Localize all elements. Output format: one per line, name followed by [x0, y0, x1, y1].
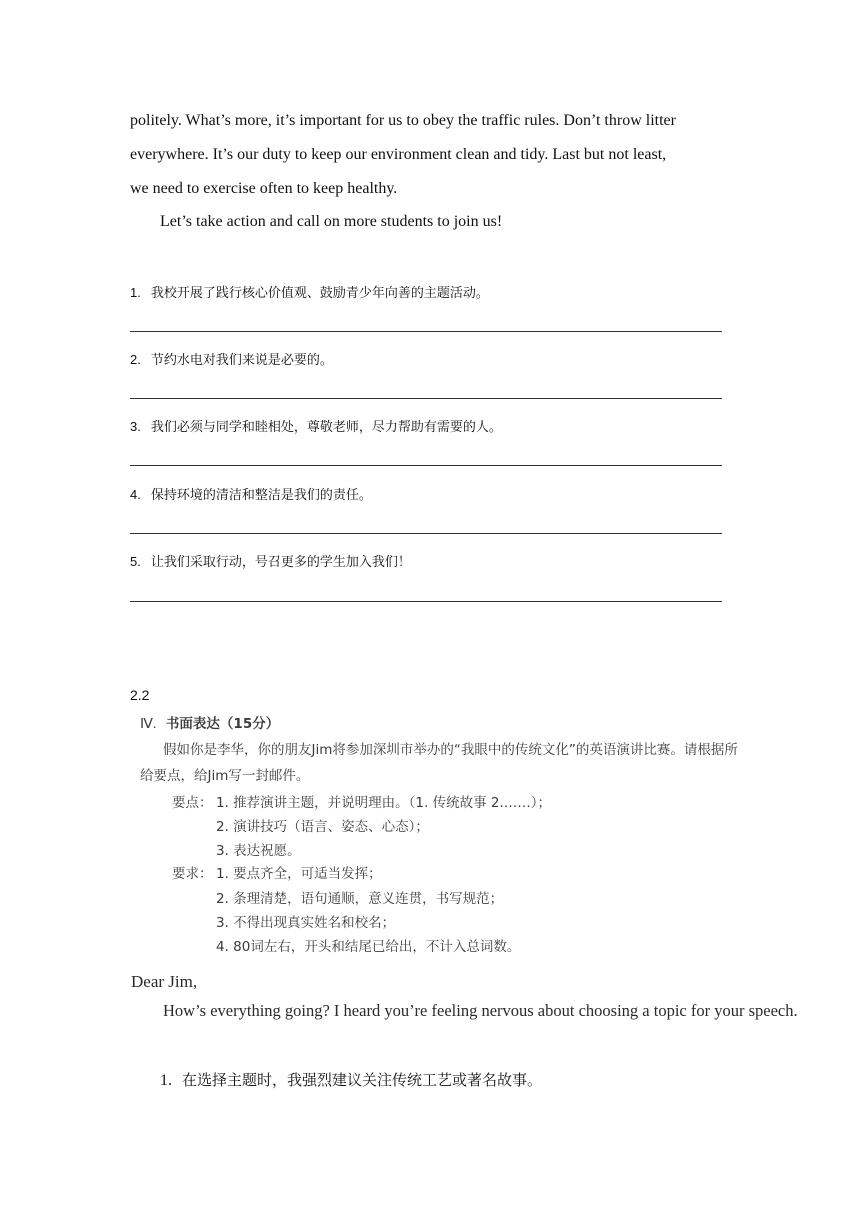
answer-line[interactable]: [130, 601, 722, 602]
translation-item: [130, 551, 411, 571]
answer-line[interactable]: [130, 398, 722, 399]
item-text: 让我们采取行动，号召更多的学生加入我们！: [150, 555, 411, 570]
item-text: 保持环境的清洁和整洁是我们的责任。: [150, 488, 372, 503]
translation-item: [160, 1069, 542, 1090]
task-intro-line-1: 假如你是李华，你的朋友Jim将参加深圳市举办的“我眼中的传统文化”的英语演讲比赛。请根据所: [163, 742, 738, 758]
requirement-item: 3. 不得出现真实姓名和校名；: [216, 915, 396, 931]
item-text: 我校开展了践行核心价值观、鼓励青少年向善的主题活动。: [150, 286, 489, 301]
item-number: 1.: [130, 285, 141, 300]
passage-line-1: politely. What’s more, it’s important for us to obey the traffic rules. Don’t throw litter: [130, 112, 676, 129]
requirement-item: 4. 80词左右，开头和结尾已给出，不计入总词数。: [216, 939, 521, 955]
section-label: 2.2: [130, 687, 150, 703]
point-item: 3. 表达祝愿。: [216, 843, 301, 859]
passage-line-3: we need to exercise often to keep healthy.: [130, 180, 398, 197]
item-number: 4.: [130, 487, 141, 502]
item-number: 3.: [130, 419, 141, 434]
answer-line[interactable]: [130, 331, 722, 332]
item-number: 5.: [130, 554, 141, 569]
translation-item: [130, 416, 502, 436]
requirement-item: 1. 要点齐全，可适当发挥；: [216, 866, 382, 882]
heading-number: Ⅳ.: [140, 717, 157, 732]
passage-line-2: everywhere. It’s our duty to keep our environment clean and tidy. Last but not least,: [130, 146, 667, 163]
task-intro-line-2: 给要点，给Jim写一封邮件。: [140, 768, 310, 784]
letter-opening: How’s everything going? I heard you’re feeling nervous about choosing a topic for your speech.: [163, 1001, 798, 1020]
answer-line[interactable]: [130, 533, 722, 534]
item-text: 我们必须与同学和睦相处，尊敬老师，尽力帮助有需要的人。: [150, 420, 502, 435]
item-number: 2.: [130, 352, 141, 367]
translation-item: [130, 484, 372, 504]
answer-line[interactable]: [130, 465, 722, 466]
letter-salutation: Dear Jim,: [131, 972, 198, 991]
translation-item: [130, 349, 333, 369]
passage-closing: Let’s take action and call on more students to join us!: [160, 213, 503, 230]
translation-item: [130, 282, 489, 302]
requirements-label: 要求：: [172, 866, 213, 882]
point-item: 2. 演讲技巧（语言、姿态、心态）；: [216, 819, 429, 835]
point-item: 1. 推荐演讲主题，并说明理由。（1. 传统故事 2.……）；: [216, 795, 552, 811]
item-text: 在选择主题时，我强烈建议关注传统工艺或著名故事。: [182, 1071, 543, 1089]
item-number: 1.: [160, 1072, 172, 1089]
item-text: 节约水电对我们来说是必要的。: [150, 353, 333, 368]
requirement-item: 2. 条理清楚，语句通顺，意义连贯，书写规范；: [216, 891, 504, 907]
heading-text: 书面表达（15分）: [165, 716, 280, 732]
points-label: 要点：: [172, 795, 213, 811]
writing-task-heading: [140, 712, 279, 733]
